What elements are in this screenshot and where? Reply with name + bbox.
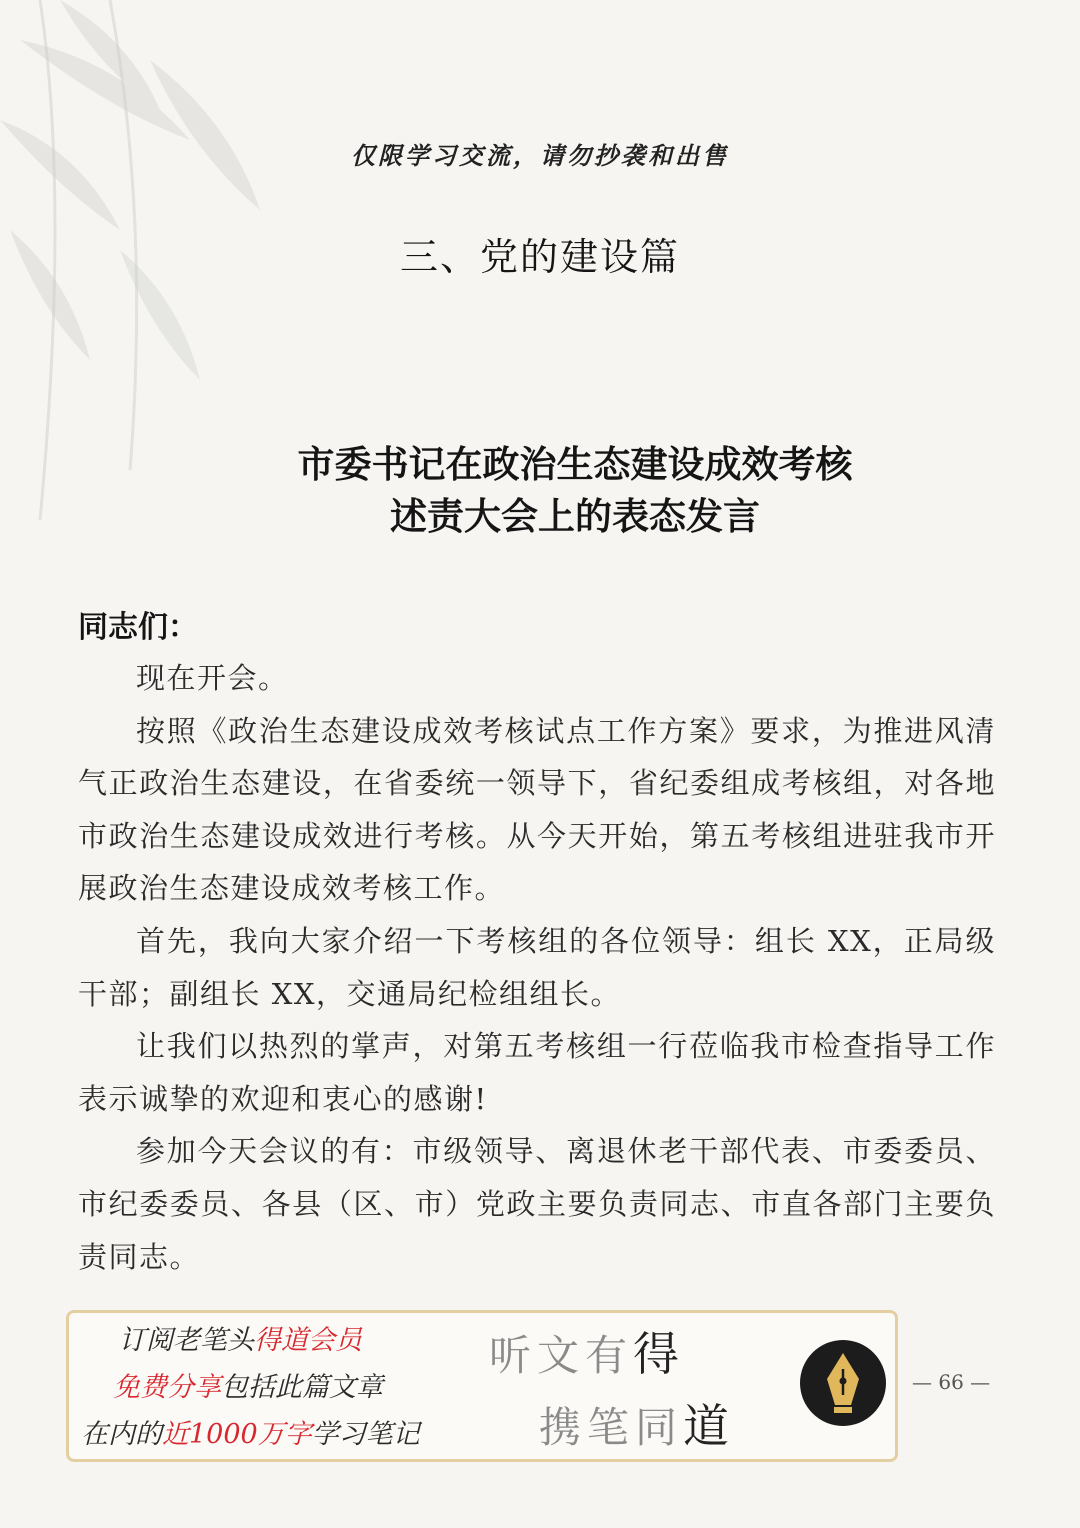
slogan-text-emphasis: 道: [683, 1399, 736, 1453]
fountain-pen-nib-icon: [799, 1339, 887, 1427]
section-title: 三、党的建设篇: [399, 235, 680, 279]
banner-slogan: [489, 1319, 799, 1463]
banner-promo-text: [77, 1317, 497, 1458]
paragraph: 按照《政治生态建设成效考核试点工作方案》要求，为推进风清气正政治生态建设，在省委统一领导下，省纪委组成考核组，对各地市政治生态建设成效进行考核。从今天开始，第五考核组进驻我市开展政治生态建设成效考核工作。: [78, 713, 996, 906]
speech-body: [78, 652, 996, 1283]
paragraph: 让我们以热烈的掌声，对第五考核组一行莅临我市检查指导工作表示诚挚的欢迎和衷心的感谢!: [78, 1029, 996, 1116]
paragraph: 现在开会。: [136, 661, 289, 695]
page-number: — 66 —: [912, 1370, 991, 1394]
paragraph: 参加今天会议的有：市级领导、离退休老干部代表、市委委员、市纪委委员、各县（区、市）党政主要负责同志、市直各部门主要负责同志。: [78, 1134, 996, 1274]
salutation: 同志们：: [78, 610, 198, 645]
document-title-line-2: 述责大会上的表态发言: [390, 494, 760, 538]
paragraph: 首先，我向大家介绍一下考核组的各位领导：组长 XX，正局级干部；副组长 XX，交通局纪检组组长。: [78, 923, 996, 1011]
membership-ad-banner[interactable]: [66, 1310, 898, 1462]
slogan-text-emphasis: 得: [633, 1327, 686, 1381]
banner-text: 包括此篇文章: [221, 1372, 383, 1403]
banner-text: 订阅老笔头: [119, 1325, 254, 1356]
banner-text: 在内的: [81, 1419, 162, 1450]
banner-highlight: 免费分享: [113, 1372, 221, 1403]
document-title: [150, 438, 1000, 542]
slogan-text: 携笔同: [539, 1403, 684, 1452]
usage-notice: 仅限学习交流，请勿抄袭和出售: [351, 141, 729, 170]
banner-highlight: 得道会员: [254, 1325, 362, 1356]
banner-text: 学习笔记: [311, 1419, 420, 1450]
document-title-line-1: 市委书记在政治生态建设成效考核: [297, 442, 853, 486]
slogan-text: 听文有: [489, 1331, 634, 1380]
banner-highlight: 近1000万字: [162, 1419, 312, 1450]
